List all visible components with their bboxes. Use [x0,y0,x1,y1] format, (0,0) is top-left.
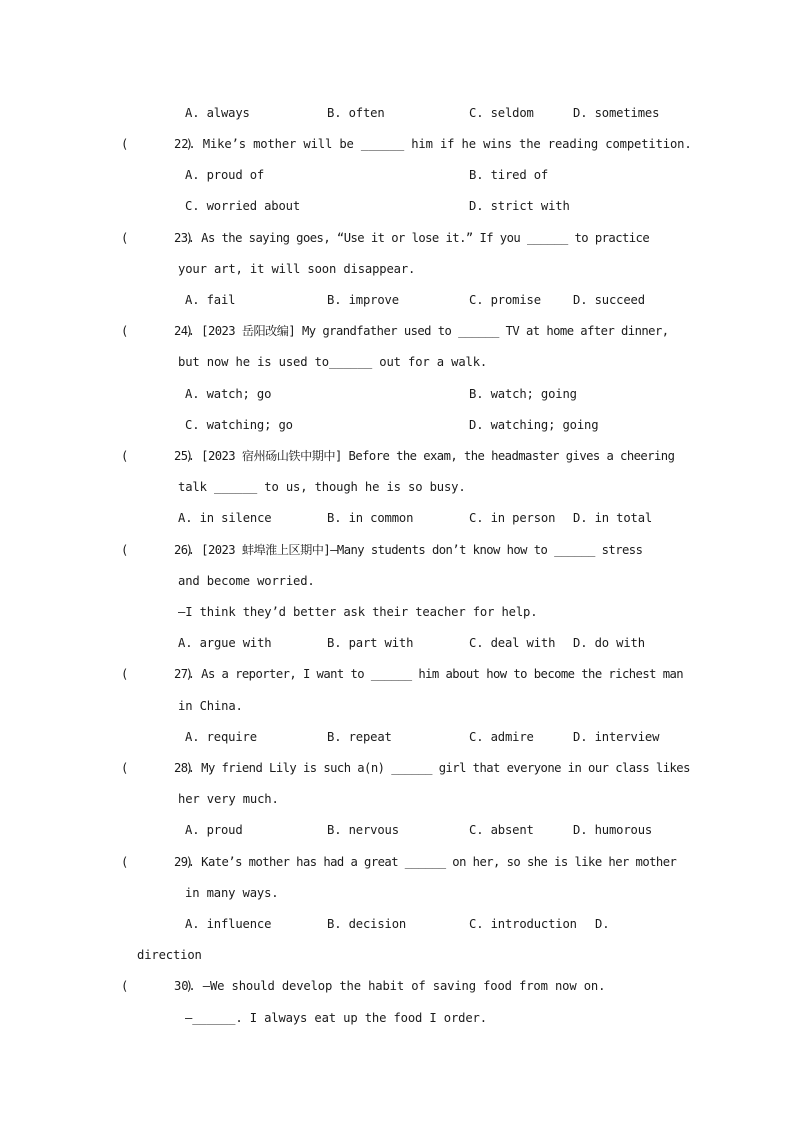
q26-stem-line2: and become worried. [178,574,315,588]
q22-option-a: A. proud of [185,168,265,182]
q25-stem-line2: talk ______ to us, though he is so busy. [178,480,466,494]
q26-stem-line1: 26. [2023 蚌埠淮上区期中]—Many students don’t know how to ______ stress [174,543,643,557]
q29-option-a: A. influence [185,917,272,931]
q23-option-c: C. promise [469,293,541,307]
q26-stem-line3: —I think they’d better ask their teacher for help. [178,605,538,619]
q28-stem-line1: 28. My friend Lily is such a(n) ______ girl that everyone in our class likes [174,761,690,775]
q22-option-c: C. worried about [185,199,300,213]
q28-answer-bracket: ( ) [121,761,193,775]
q21-option-d: D. sometimes [573,106,660,120]
q29-option-d: D. [595,917,610,931]
q25-option-c: C. in person [469,511,556,525]
q25-stem-line1: 25. [2023 宿州砀山铁中期中] Before the exam, the headmaster gives a cheering [174,449,675,463]
q30-stem-line1: 30. —We should develop the habit of saving food from now on. [174,979,606,993]
q24-option-d: D. watching; going [469,418,599,432]
q24-option-b: B. watch; going [469,387,577,401]
q21-option-b: B. often [327,106,385,120]
q23-option-d: D. succeed [573,293,645,307]
q22-option-d: D. strict with [469,199,570,213]
q22-answer-bracket: ( ) [121,137,193,151]
q27-option-a: A. require [185,730,257,744]
q25-option-d: D. in total [573,511,653,525]
q29-answer-bracket: ( ) [121,855,193,869]
q29-option-d-text: direction [137,948,202,962]
q29-option-b: B. decision [327,917,407,931]
q22-option-b: B. tired of [469,168,549,182]
q24-stem-line1: 24. [2023 岳阳改编] My grandfather used to ______ TV at home after dinner, [174,324,669,338]
q24-answer-bracket: ( ) [121,324,193,338]
q23-option-b: B. improve [327,293,399,307]
q29-option-c: C. introduction [469,917,577,931]
q26-option-c: C. deal with [469,636,556,650]
q28-option-a: A. proud [185,823,243,837]
q22-stem: 22. Mike’s mother will be ______ him if he wins the reading competition. [174,137,692,151]
q27-stem-line2: in China. [178,699,243,713]
q27-option-c: C. admire [469,730,534,744]
q25-option-a: A. in silence [178,511,272,525]
q26-option-d: D. do with [573,636,645,650]
q25-option-b: B. in common [327,511,414,525]
q24-stem-line2: but now he is used to______ out for a walk. [178,355,488,369]
q24-option-a: A. watch; go [185,387,272,401]
q26-answer-bracket: ( ) [121,543,193,557]
q27-option-d: D. interview [573,730,660,744]
q24-option-c: C. watching; go [185,418,293,432]
q21-option-a: A. always [185,106,250,120]
q23-answer-bracket: ( ) [121,231,193,245]
q23-option-a: A. fail [185,293,236,307]
q27-option-b: B. repeat [327,730,392,744]
q30-stem-line2: —______. I always eat up the food I order. [185,1011,487,1025]
q28-option-c: C. absent [469,823,534,837]
q28-option-d: D. humorous [573,823,653,837]
q26-option-a: A. argue with [178,636,272,650]
q26-option-b: B. part with [327,636,414,650]
q29-stem-line1: 29. Kate’s mother has had a great ______ on her, so she is like her mother [174,855,677,869]
q27-answer-bracket: ( ) [121,667,193,681]
q27-stem-line1: 27. As a reporter, I want to ______ him about how to become the richest man [174,667,684,681]
q28-option-b: B. nervous [327,823,399,837]
q25-answer-bracket: ( ) [121,449,193,463]
q23-stem-line1: 23. As the saying goes, “Use it or lose it.” If you ______ to practice [174,231,650,245]
q28-stem-line2: her very much. [178,792,279,806]
q29-stem-line2: in many ways. [185,886,279,900]
q23-stem-line2: your art, it will soon disappear. [178,262,416,276]
q21-option-c: C. seldom [469,106,534,120]
q30-answer-bracket: ( ) [121,979,193,993]
